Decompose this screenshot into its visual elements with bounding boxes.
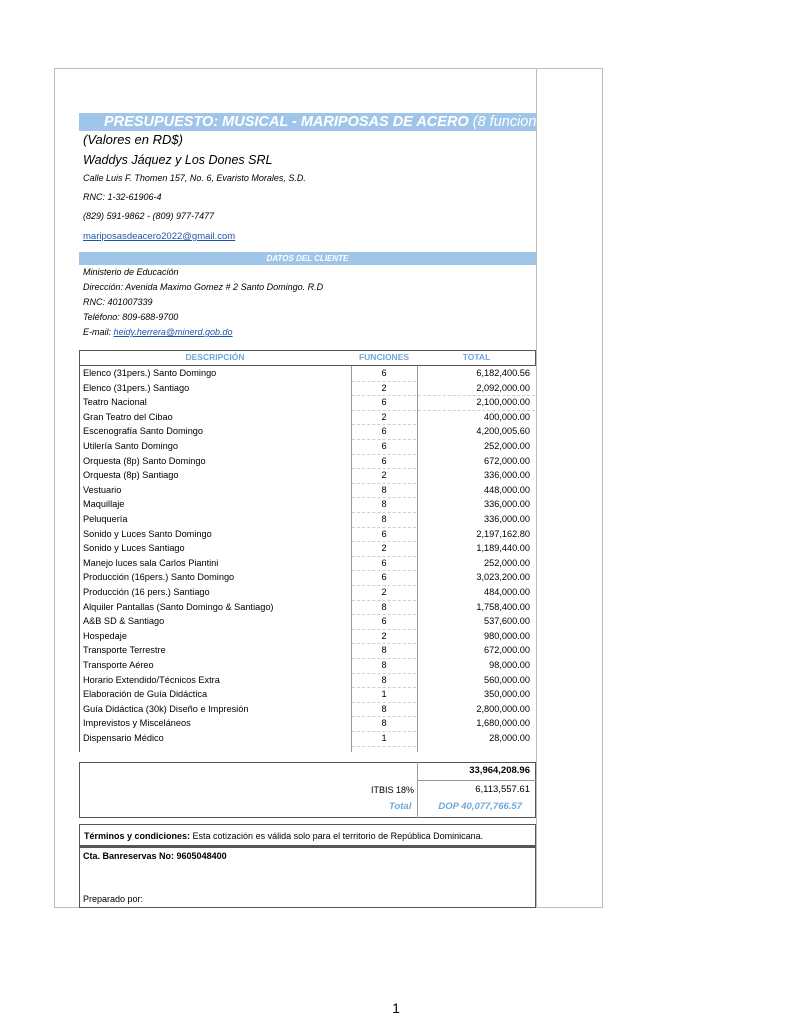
row-total: 3,023,200.00	[476, 572, 530, 583]
row-gridline	[418, 410, 535, 411]
row-functions: 8	[381, 703, 387, 714]
row-total: 672,000.00	[484, 455, 530, 466]
row-functions: 8	[381, 601, 387, 612]
row-functions: 8	[381, 660, 387, 670]
table-row	[0, 424, 792, 439]
row-total: 252,000.00	[484, 441, 530, 451]
table-row	[0, 687, 792, 702]
row-functions: 6	[381, 397, 387, 408]
client-email-link[interactable]: heidy.herrera@minerd.gob.do	[113, 327, 233, 337]
row-description: Gran Teatro del Cibao	[83, 411, 173, 422]
row-functions: 8	[381, 674, 387, 685]
row-total: 560,000.00	[484, 674, 530, 685]
table-row	[0, 716, 792, 731]
terms-box	[79, 824, 536, 846]
row-description: Transporte Terrestre	[83, 645, 166, 656]
row-functions: 8	[381, 645, 387, 656]
row-description: A&B SD & Santiago	[83, 616, 165, 627]
subtotal-value: 33,964,208.96	[469, 765, 530, 776]
row-functions: 8	[381, 718, 387, 729]
terms-text: Esta cotización es válida solo para el territorio de República Dominicana.	[190, 831, 484, 841]
header-total: TOTAL	[462, 352, 491, 362]
row-description: Maquillaje	[83, 499, 125, 510]
company-rnc: RNC: 1-32-61906-4	[83, 192, 162, 202]
row-description: Sonido y Luces Santiago	[83, 543, 185, 554]
row-description: Peluquería	[83, 514, 128, 524]
table-row	[0, 410, 792, 425]
total-value: DOP 40,077,766.57	[438, 801, 522, 812]
total-label: Total	[389, 801, 412, 812]
row-functions: 6	[381, 426, 387, 437]
summary-subtotal-line	[417, 780, 536, 781]
table-row	[0, 381, 792, 396]
prepared-by-label: Preparado por:	[83, 894, 144, 904]
row-description: Producción (16pers.) Santo Domingo	[83, 572, 235, 583]
row-functions: 6	[381, 557, 387, 568]
row-functions: 6	[381, 441, 387, 451]
header-functions: FUNCIONES	[358, 352, 410, 362]
row-gridline	[418, 395, 535, 396]
itbis-label: ITBIS 18%	[371, 785, 415, 795]
client-address: Dirección: Avenida Maximo Gomez # 2 Santo Domingo. R.D	[83, 282, 324, 292]
table-row	[0, 643, 792, 658]
row-total: 2,800,000.00	[476, 703, 530, 714]
row-total: 484,000.00	[484, 587, 530, 597]
row-description: Hospedaje	[83, 630, 127, 641]
row-description: Vestuario	[83, 484, 122, 495]
row-description: Elenco (31pers.) Santiago	[83, 382, 190, 393]
client-email-line: E-mail: heidy.herrera@minerd.gob.do	[83, 327, 233, 337]
row-functions: 8	[381, 484, 387, 495]
row-functions: 6	[381, 572, 387, 583]
table-row	[0, 497, 792, 512]
row-total: 980,000.00	[484, 630, 530, 641]
table-row	[0, 483, 792, 498]
client-phone: Teléfono: 809-688-9700	[83, 312, 179, 322]
company-email-link[interactable]: mariposasdeacero2022@gmail.com	[83, 231, 236, 242]
row-functions: 1	[381, 733, 387, 743]
currency-note: (Valores en RD$)	[83, 132, 183, 147]
row-description: Alquiler Pantallas (Santo Domingo & Santiago)	[83, 601, 274, 612]
table-row	[0, 731, 792, 746]
row-functions: 2	[381, 630, 387, 641]
table-row	[0, 468, 792, 483]
row-functions: 6	[381, 368, 387, 378]
row-functions: 2	[381, 587, 387, 597]
row-functions: 2	[381, 543, 387, 554]
header-description: DESCRIPCIÓN	[185, 352, 245, 362]
row-functions: 6	[381, 616, 387, 627]
row-total: 252,000.00	[484, 557, 530, 568]
row-description: Orquesta (8p) Santiago	[83, 470, 179, 481]
row-description: Transporte Aéreo	[83, 660, 154, 670]
row-total: 6,182,400.56	[476, 368, 530, 378]
row-description: Dispensario Médico	[83, 733, 164, 743]
table-row	[0, 658, 792, 673]
row-description: Manejo luces sala Carlos Piantini	[83, 557, 219, 568]
itbis-value: 6,113,557.61	[475, 784, 530, 795]
row-description: Imprevistos y Misceláneos	[83, 718, 191, 729]
client-name: Ministerio de Educación	[83, 267, 179, 277]
row-functions: 8	[381, 514, 387, 524]
row-total: 336,000.00	[484, 514, 530, 524]
row-description: Elaboración de Guía Didáctica	[83, 689, 208, 700]
table-row	[0, 600, 792, 615]
row-total: 537,600.00	[484, 616, 530, 627]
row-total: 1,680,000.00	[476, 718, 530, 729]
table-row	[0, 512, 792, 527]
row-total: 28,000.00	[489, 733, 530, 743]
row-description: Guía Didáctica (30k) Diseño e Impresión	[83, 703, 249, 714]
row-description: Utilería Santo Domingo	[83, 441, 178, 451]
row-total: 98,000.00	[489, 660, 530, 670]
table-row	[0, 585, 792, 600]
row-description: Orquesta (8p) Santo Domingo	[83, 455, 206, 466]
row-description: Teatro Nacional	[83, 397, 147, 408]
row-total: 672,000.00	[484, 645, 530, 656]
row-total: 336,000.00	[484, 470, 530, 481]
table-row	[0, 366, 792, 381]
row-functions: 1	[381, 689, 387, 700]
row-description: Horario Extendido/Técnicos Extra	[83, 674, 220, 685]
row-total: 336,000.00	[484, 499, 530, 510]
row-total: 4,200,005.60	[476, 426, 530, 437]
company-phones: (829) 591-9862 - (809) 977-7477	[83, 211, 215, 221]
terms-label: Términos y condiciones:	[84, 831, 191, 841]
row-total: 1,189,440.00	[476, 543, 530, 554]
client-section-header: DATOS DEL CLIENTE	[79, 252, 536, 265]
row-functions: 2	[381, 411, 387, 422]
table-row	[0, 570, 792, 585]
row-description: Elenco (31pers.) Santo Domingo	[83, 368, 217, 378]
row-functions: 8	[381, 499, 387, 510]
row-total: 448,000.00	[484, 484, 530, 495]
document-title: PRESUPUESTO: MUSICAL - MARIPOSAS DE ACERO (8 funciones)	[104, 114, 557, 130]
table-row	[0, 439, 792, 454]
table-row	[0, 614, 792, 629]
row-functions: 2	[381, 382, 387, 393]
page-number: 1	[392, 1000, 400, 1016]
company-name: Waddys Jáquez y Los Dones SRL	[83, 153, 273, 167]
row-total: 2,197,162.80	[476, 528, 530, 539]
row-description: Producción (16 pers.) Santiago	[83, 587, 210, 597]
table-row	[0, 556, 792, 571]
row-gridline	[352, 746, 416, 747]
row-total: 2,092,000.00	[476, 382, 530, 393]
row-functions: 6	[381, 528, 387, 539]
table-row	[0, 629, 792, 644]
row-total: 2,100,000.00	[476, 397, 530, 408]
row-total: 400,000.00	[484, 411, 530, 422]
company-address: Calle Luis F. Thomen 157, No. 6, Evaristo Morales, S.D.	[83, 173, 306, 183]
title-suffix: (8 funciones)	[472, 114, 557, 130]
table-row	[0, 454, 792, 469]
table-row	[0, 673, 792, 688]
table-row	[0, 541, 792, 556]
client-rnc: RNC: 401007339	[83, 297, 153, 307]
row-total: 1,758,400.00	[476, 601, 530, 612]
bank-account: Cta. Banreservas No: 9605048400	[83, 851, 227, 861]
table-row	[0, 702, 792, 717]
row-description: Sonido y Luces Santo Domingo	[83, 528, 212, 539]
row-total: 350,000.00	[484, 689, 530, 700]
table-row	[0, 395, 792, 410]
table-row	[0, 527, 792, 542]
row-description: Escenografía Santo Domingo	[83, 426, 204, 437]
row-functions: 6	[381, 455, 387, 466]
row-functions: 2	[381, 470, 387, 481]
